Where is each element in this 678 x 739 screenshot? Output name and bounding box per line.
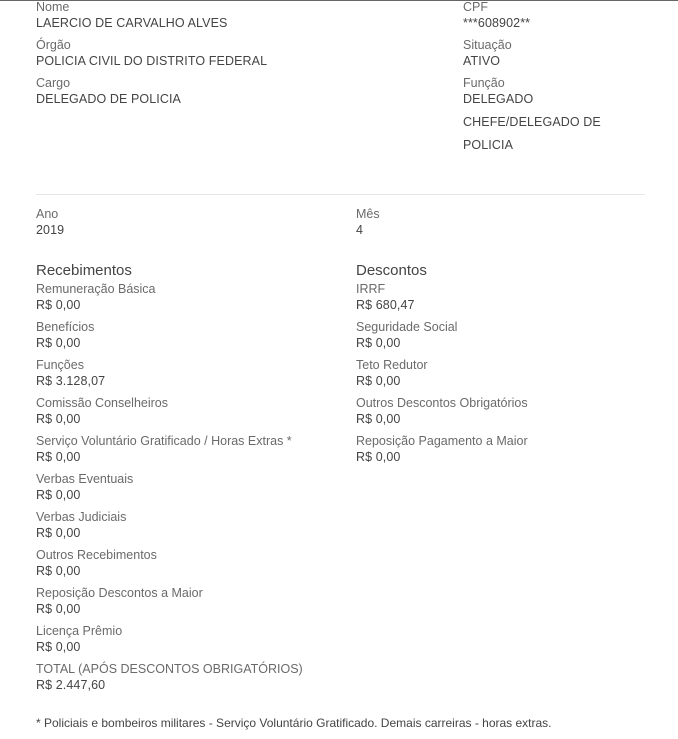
desconto-item-label: Teto Redutor: [356, 358, 428, 372]
recebimento-item-value: R$ 0,00: [36, 526, 81, 540]
funcao-value-line-3: POLICIA: [463, 138, 514, 152]
cpf-label: CPF: [463, 0, 488, 14]
recebimento-item-value: R$ 0,00: [36, 412, 81, 426]
ano-value: 2019: [36, 223, 65, 237]
recebimento-item-label: Funções: [36, 358, 84, 372]
recebimento-item-value: R$ 0,00: [36, 336, 81, 350]
recebimento-item-label: Reposição Descontos a Maior: [36, 586, 203, 600]
recebimentos-title: Recebimentos: [36, 262, 132, 279]
situacao-label: Situação: [463, 38, 512, 52]
situacao-value: ATIVO: [463, 54, 501, 68]
recebimento-item-label: Licença Prêmio: [36, 624, 123, 638]
funcao-value-line-2: CHEFE/DELEGADO DE: [463, 115, 601, 129]
desconto-item-value: R$ 680,47: [356, 298, 415, 312]
recebimento-item-label: TOTAL (APÓS DESCONTOS OBRIGATÓRIOS): [36, 662, 303, 676]
recebimento-item-label: Outros Recebimentos: [36, 548, 157, 562]
desconto-item-label: Outros Descontos Obrigatórios: [356, 396, 528, 410]
cargo-value: DELEGADO DE POLICIA: [36, 92, 181, 106]
desconto-item-value: R$ 0,00: [356, 336, 401, 350]
recebimento-item-value: R$ 0,00: [36, 602, 81, 616]
recebimento-item-value: R$ 0,00: [36, 564, 81, 578]
recebimento-item-label: Serviço Voluntário Gratificado / Horas Extras *: [36, 434, 292, 448]
mes-label: Mês: [356, 207, 380, 221]
orgao-value: POLICIA CIVIL DO DISTRITO FEDERAL: [36, 54, 268, 68]
cpf-value: ***608902**: [463, 16, 531, 30]
funcao-label: Função: [463, 76, 505, 90]
desconto-item-value: R$ 0,00: [356, 374, 401, 388]
recebimento-item-value: R$ 2.447,60: [36, 678, 106, 692]
desconto-item-value: R$ 0,00: [356, 450, 401, 464]
descontos-title: Descontos: [356, 262, 427, 279]
desconto-item-label: IRRF: [356, 282, 386, 296]
recebimento-item-value: R$ 0,00: [36, 640, 81, 654]
mes-value: 4: [356, 223, 364, 237]
section-divider: [36, 194, 645, 195]
recebimento-item-label: Benefícios: [36, 320, 95, 334]
funcao-value-line-1: DELEGADO: [463, 92, 534, 106]
footnote: * Policiais e bombeiros militares - Serviço Voluntário Gratificado. Demais carreiras - horas extras.: [36, 716, 552, 730]
nome-value: LAERCIO DE CARVALHO ALVES: [36, 16, 228, 30]
recebimento-item-value: R$ 3.128,07: [36, 374, 106, 388]
recebimento-item-value: R$ 0,00: [36, 488, 81, 502]
recebimento-item-label: Remuneração Básica: [36, 282, 156, 296]
recebimento-item-label: Verbas Judiciais: [36, 510, 127, 524]
top-border: [0, 0, 678, 1]
orgao-label: Órgão: [36, 38, 71, 52]
recebimento-item-value: R$ 0,00: [36, 450, 81, 464]
nome-label: Nome: [36, 0, 70, 14]
recebimento-item-label: Verbas Eventuais: [36, 472, 134, 486]
ano-label: Ano: [36, 207, 59, 221]
desconto-item-label: Seguridade Social: [356, 320, 458, 334]
recebimento-item-value: R$ 0,00: [36, 298, 81, 312]
desconto-item-label: Reposição Pagamento a Maior: [356, 434, 528, 448]
cargo-label: Cargo: [36, 76, 71, 90]
recebimento-item-label: Comissão Conselheiros: [36, 396, 169, 410]
desconto-item-value: R$ 0,00: [356, 412, 401, 426]
